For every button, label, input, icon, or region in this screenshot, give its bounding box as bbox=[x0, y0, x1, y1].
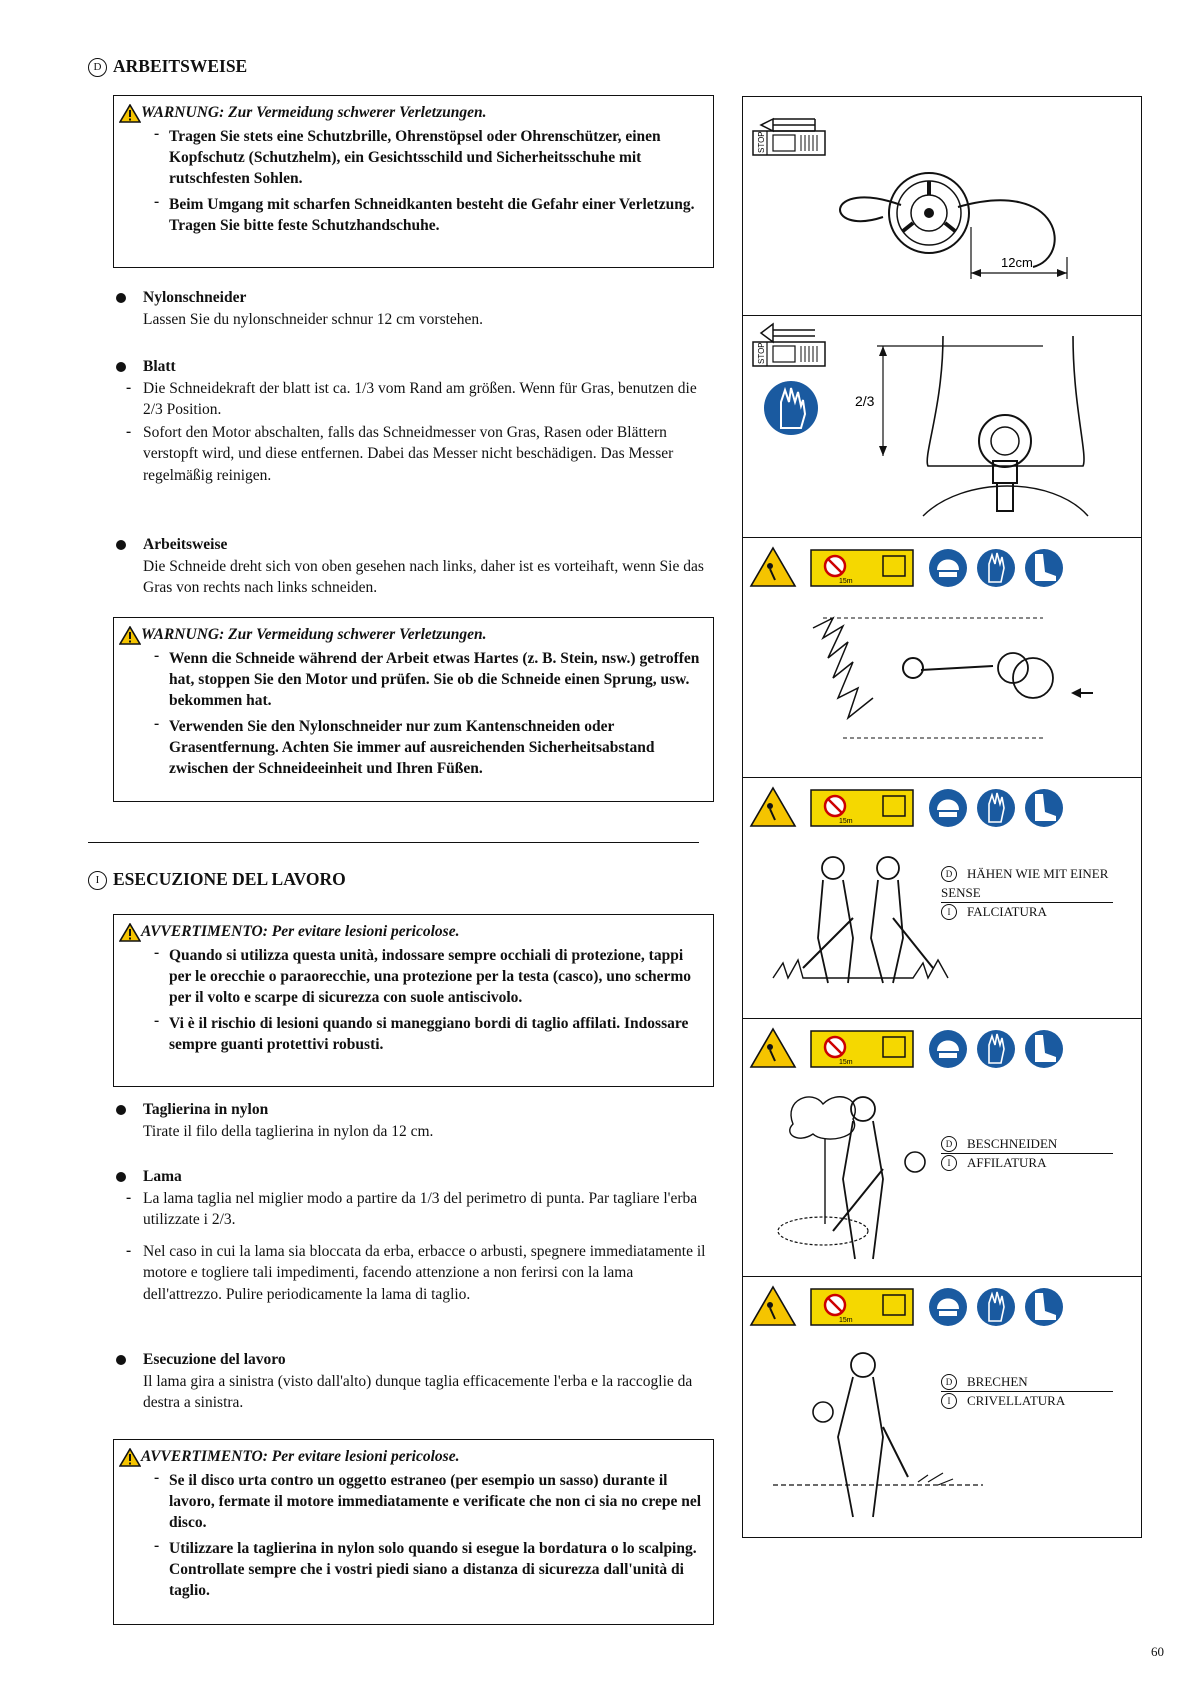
bullet-heading: Arbeitsweise bbox=[143, 536, 228, 553]
figure-label-de: D HÄHEN WIE MIT EINER SENSE bbox=[941, 864, 1113, 903]
warning-triangle-icon bbox=[119, 626, 141, 645]
warning-item: - Verwenden Sie den Nylonschneider nur zum Kantenschneiden oder Grasentfernung. Achten Sie immer auf ausreichenden Sicherheitsabstand zwischen der Schneideeinheit und Ihren Füßen. bbox=[154, 716, 703, 779]
figure-panel bbox=[742, 96, 1142, 1538]
warning-title: AVVERTIMENTO: Per evitare lesioni pericolose. bbox=[141, 923, 460, 940]
section-title-de bbox=[88, 56, 247, 77]
hazard-warning-icon bbox=[751, 1287, 795, 1325]
warning-item: - Wenn die Schneide während der Arbeit etwas Hartes (z. B. Stein, nsw.) getroffen hat, stoppen Sie den Motor und prüfen. Sie ob die Schneide einen Sprung, usw. bekommen hat. bbox=[154, 648, 703, 711]
bullet-dot bbox=[116, 540, 126, 550]
figure-label-it: I FALCIATURA bbox=[941, 902, 1047, 921]
safety-distance-sign bbox=[811, 1031, 913, 1067]
bullet-heading: Blatt bbox=[143, 358, 176, 375]
figure-label-it: I AFFILATURA bbox=[941, 1153, 1046, 1172]
warning-title: WARNUNG: Zur Vermeidung schwerer Verletzungen. bbox=[141, 104, 487, 121]
bullet-dot bbox=[116, 362, 126, 372]
figure-blade bbox=[743, 315, 1141, 537]
language-marker-de: D bbox=[88, 58, 107, 77]
warning-triangle-icon bbox=[119, 104, 141, 123]
bullet-subitem: - Sofort den Motor abschalten, falls das Schneidmesser von Gras, Rasen oder Blättern verstopft wird, und diese entfernen. Dabei das Messer nicht beschädigen. Das Messer regelmäßig reinigen. bbox=[143, 422, 713, 487]
warning-item: - Se il disco urta contro un oggetto estraneo (per esempio un sasso) durante il lavoro, fermate il motore immediatamente e verificate che non ci sia no crepe nel disco. bbox=[154, 1470, 703, 1533]
bullet-heading: Nylonschneider bbox=[143, 289, 247, 306]
warning-triangle-icon bbox=[119, 1448, 141, 1467]
warning-item: - Beim Umgang mit scharfen Schneidkanten besteht die Gefahr einer Verletzung. Tragen Sie bitte feste Schutzhandschuhe. bbox=[154, 194, 703, 236]
figure-label-de: D BESCHNEIDEN bbox=[941, 1134, 1113, 1154]
bullet-dot bbox=[116, 1105, 126, 1115]
bullet-text: Die Schneide dreht sich von oben gesehen nach links, daher ist es vorteihaft, wenn Sie das Gras von rechts nach links schneiden. bbox=[143, 557, 704, 596]
helmet-icon bbox=[929, 549, 967, 587]
bullet-subitem: - Nel caso in cui la lama sia bloccata da erba, erbacce o arbusti, spegnere immediatamente il motore e togliere tali impedimenti, facendo attenzione a non ferirsi con la lama dell'attrezzo. Pulire periodicamente la lama di taglio. bbox=[143, 1241, 713, 1306]
figure-trimming bbox=[743, 1018, 1141, 1276]
nylon-head-illustration bbox=[743, 97, 1140, 313]
blade-illustration bbox=[743, 316, 1140, 536]
dimension-label: 12cm bbox=[1001, 255, 1033, 270]
warning-title: AVVERTIMENTO: Per evitare lesioni pericolose. bbox=[141, 1448, 460, 1465]
safety-distance-sign bbox=[811, 1289, 913, 1325]
bullet-text: Lassen Sie du nylonschneider schnur 12 cm vorstehen. bbox=[143, 310, 484, 328]
bullet-esecuzione bbox=[143, 1349, 713, 1414]
bullet-dot bbox=[116, 1355, 126, 1365]
gloves-icon bbox=[764, 381, 818, 435]
bullet-subitem: - La lama taglia nel miglier modo a partire da 1/3 del perimetro di punta. Par tagliare l'erba utilizzate i 2/3. bbox=[143, 1188, 713, 1231]
safety-distance-sign bbox=[811, 550, 913, 586]
stop-switch-icon bbox=[753, 119, 825, 155]
warning-item: - Quando si utilizza questa unità, indossare sempre occhiali di protezione, tappi per le orecchie o paraorecchie, una protezione per la testa (casco), uno schermo per il volto e scarpe di sicurezza con suole antiscivolo. bbox=[154, 945, 703, 1008]
figure-label-it: I CRIVELLATURA bbox=[941, 1391, 1065, 1410]
warning-box-de-1 bbox=[113, 95, 714, 268]
bullet-blatt bbox=[143, 356, 713, 486]
boots-icon bbox=[1025, 789, 1063, 827]
page-number: 60 bbox=[1151, 1644, 1164, 1659]
gloves-icon bbox=[977, 1288, 1015, 1326]
warning-title: WARNUNG: Zur Vermeidung schwerer Verletzungen. bbox=[141, 626, 487, 643]
warning-box-it-2 bbox=[113, 1439, 714, 1625]
section-title-text: ARBEITSWEISE bbox=[113, 56, 248, 76]
boots-icon bbox=[1025, 1288, 1063, 1326]
hazard-warning-icon bbox=[751, 548, 795, 586]
section-title-text: ESECUZIONE DEL LAVORO bbox=[113, 869, 346, 889]
boots-icon bbox=[1025, 1030, 1063, 1068]
safety-distance-sign bbox=[811, 790, 913, 826]
bullet-heading: Esecuzione del lavoro bbox=[143, 1351, 286, 1368]
warning-item: - Vi è il rischio di lesioni quando si maneggiano bordi di taglio affilati. Indossare sempre guanti protettivi robusti. bbox=[154, 1013, 703, 1055]
gloves-icon bbox=[977, 1030, 1015, 1068]
svg-text:STOP: STOP bbox=[757, 342, 766, 364]
bullet-text: Tirate il filo della taglierina in nylon da 12 cm. bbox=[143, 1122, 434, 1140]
bullet-arbeitsweise bbox=[143, 534, 713, 599]
warning-item: - Tragen Sie stets eine Schutzbrille, Ohrenstöpsel oder Ohrenschützer, einen Kopfschutz (Schutzhelm), ein Gesichtsschild und Sicherheitsschuhe mit rutschfesten Sohlen. bbox=[154, 126, 703, 189]
svg-text:15m: 15m bbox=[839, 818, 853, 825]
helmet-icon bbox=[929, 1030, 967, 1068]
dimension-label: 2/3 bbox=[855, 393, 875, 409]
figure-nylon-head bbox=[743, 97, 1141, 315]
warning-box-de-2 bbox=[113, 617, 714, 802]
bullet-heading: Lama bbox=[143, 1168, 182, 1185]
gloves-icon bbox=[977, 549, 1015, 587]
hazard-warning-icon bbox=[751, 1029, 795, 1067]
helmet-icon bbox=[929, 789, 967, 827]
figure-working-direction bbox=[743, 537, 1141, 777]
helmet-icon bbox=[929, 1288, 967, 1326]
bullet-heading: Taglierina in nylon bbox=[143, 1101, 269, 1118]
language-marker-it: I bbox=[88, 871, 107, 890]
figure-breaking bbox=[743, 1276, 1141, 1537]
svg-text:STOP: STOP bbox=[757, 131, 766, 153]
working-direction-illustration bbox=[743, 538, 1140, 776]
bullet-dot bbox=[116, 293, 126, 303]
figure-mowing bbox=[743, 777, 1141, 1018]
warning-box-it-1 bbox=[113, 914, 714, 1087]
bullet-subitem: - Die Schneidekraft der blatt ist ca. 1/3 vom Rand am größen. Wenn für Gras, benutzen die 2/3 Position. bbox=[143, 378, 713, 421]
hazard-warning-icon bbox=[751, 788, 795, 826]
bullet-text: Il lama gira a sinistra (visto dall'alto) dunque taglia efficacemente l'erba e la raccoglie da destra a sinistra. bbox=[143, 1372, 693, 1411]
svg-text:15m: 15m bbox=[839, 578, 853, 585]
section-divider bbox=[88, 842, 699, 843]
svg-text:15m: 15m bbox=[839, 1059, 853, 1066]
boots-icon bbox=[1025, 549, 1063, 587]
figure-label-de: D BRECHEN bbox=[941, 1372, 1113, 1392]
section-title-it bbox=[88, 869, 346, 890]
stop-switch-icon bbox=[753, 324, 825, 366]
bullet-taglierina bbox=[143, 1099, 713, 1142]
warning-item: - Utilizzare la taglierina in nylon solo quando si esegue la bordatura o lo scalping. Controllate sempre che i vostri piedi siano a distanza di sicurezza dall'unità di taglio. bbox=[154, 1538, 703, 1601]
bullet-nylonschneider bbox=[143, 287, 713, 330]
ppe-icons bbox=[913, 778, 1140, 838]
bullet-dot bbox=[116, 1172, 126, 1182]
warning-triangle-icon bbox=[119, 923, 141, 942]
bullet-lama bbox=[143, 1166, 713, 1305]
gloves-icon bbox=[977, 789, 1015, 827]
svg-text:15m: 15m bbox=[839, 1317, 853, 1324]
